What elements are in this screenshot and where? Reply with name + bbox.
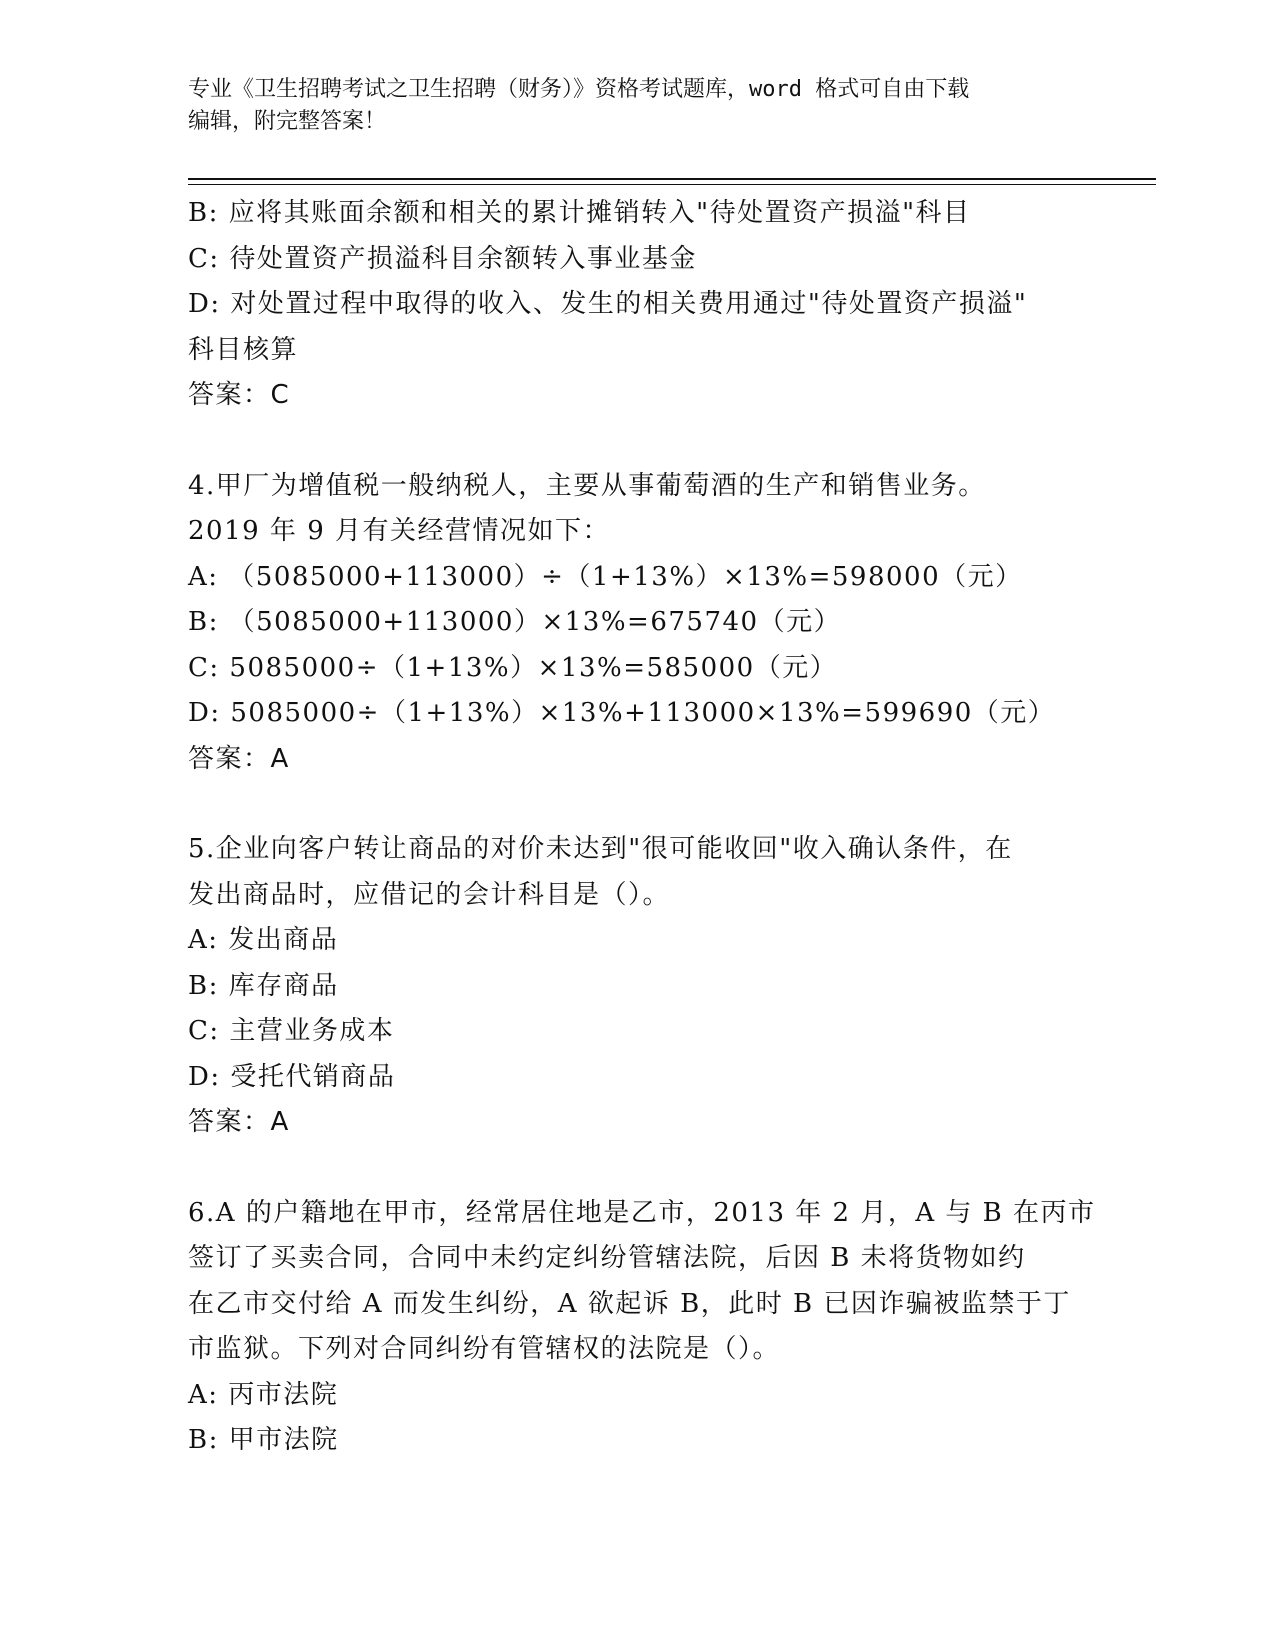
question-6 [188, 1191, 1096, 1464]
option-b: B: 甲市法院 [188, 1425, 339, 1455]
question-3-continued [188, 191, 1088, 419]
question-text: 发出商品时，应借记的会计科目是（）。 [188, 879, 671, 910]
option-d: D: 5085000÷（1+13%）×13%+113000×13%=599690（元） [188, 698, 1056, 728]
spacer [188, 782, 1088, 827]
question-text: 在乙市交付给 A 而发生纠纷，A 欲起诉 B，此时 B 已因诈骗被监禁于丁 [188, 1288, 1071, 1319]
question-5 [188, 827, 1088, 1146]
option-d-continued: 科目核算 [188, 334, 299, 365]
answer: 答案：A [188, 743, 290, 774]
option-c: C: 主营业务成本 [188, 1016, 395, 1046]
header-divider-thick [188, 178, 1156, 180]
question-4 [188, 464, 1088, 783]
option-b: B: 应将其账面余额和相关的累计摊销转入"待处置资产损溢"科目 [188, 198, 971, 228]
question-text: 签订了买卖合同，合同中未约定纠纷管辖法院，后因 B 未将货物如约 [188, 1243, 1026, 1273]
question-text: 6.A 的户籍地在甲市，经常居住地是乙市，2013 年 2 月，A 与 B 在丙市 [188, 1197, 1096, 1228]
question-text: 5.企业向客户转让商品的对价未达到"很可能收回"收入确认条件，在 [188, 834, 1013, 864]
spacer [188, 1146, 1088, 1191]
option-a: A: 发出商品 [188, 925, 339, 955]
question-list [188, 191, 1096, 1464]
header-line: 专业《卫生招聘考试之卫生招聘（财务）》资格考试题库，word 格式可自由下载 [188, 77, 970, 102]
answer: 答案：A [188, 1107, 290, 1137]
question-text: 2019 年 9 月有关经营情况如下： [188, 516, 611, 546]
option-c: C: 待处置资产损溢科目余额转入事业基金 [188, 243, 697, 274]
option-c: C: 5085000÷（1+13%）×13%=585000（元） [188, 652, 838, 683]
spacer [188, 419, 1088, 464]
page-header [188, 74, 1088, 138]
question-text: 市监狱。下列对合同纠纷有管辖权的法院是（）。 [188, 1334, 781, 1364]
option-d: D: 对处置过程中取得的收入、发生的相关费用通过"待处置资产损溢" [188, 289, 1028, 319]
header-line: 编辑，附完整答案！ [188, 109, 387, 134]
header-divider-thin [188, 184, 1156, 185]
option-a: A: （5085000+113000）÷（1+13%）×13%=598000（元） [188, 561, 1023, 592]
answer: 答案：C [188, 380, 291, 410]
option-b: B: （5085000+113000）×13%=675740（元） [188, 607, 842, 637]
option-b: B: 库存商品 [188, 970, 339, 1001]
option-d: D: 受托代销商品 [188, 1061, 396, 1092]
question-text: 4.甲厂为增值税一般纳税人，主要从事葡萄酒的生产和销售业务。 [188, 470, 986, 501]
option-a: A: 丙市法院 [188, 1379, 339, 1410]
